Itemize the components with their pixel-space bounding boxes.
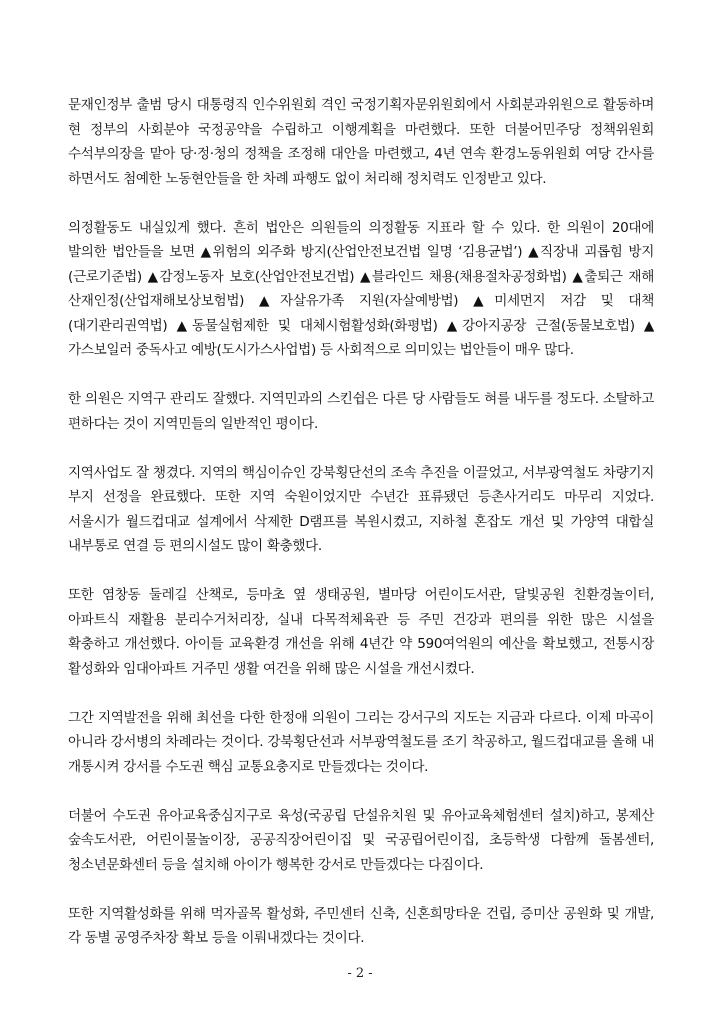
paragraph-2: 의정활동도 내실있게 했다. 흔히 법안은 의원들의 의정활동 지표라 할 수 있다. 한 의원이 20대에 발의한 법안들을 보면 ▲위험의 외주화 방지(산업안전보건법 일명 ‘김용균법’) ▲직장내 괴롭힘 방지(근로기준법) ▲감정노동자 보호(산업안전보건법) ▲블라인드 채용(채용절차공정화법) ▲출퇴근 재해 산재인정(산업재해보상보험법) ▲자살유가족 지원(자살예방법) ▲미세먼지 저감 및 대책(대기관리권역법) ▲동물실험제한 및 대체시험활성화(화평법) ▲강아지공장 근절(동물보호법) ▲가스보일러 중독사고 예방(도시가스사업법) 등 사회적으로 의미있는 법안들이 매우 많다. — [68, 219, 654, 358]
page-number: - 2 - — [347, 966, 373, 981]
paragraph-6: 그간 지역발전을 위해 최선을 다한 한정애 의원이 그리는 강서구의 지도는 지금과 다르다. 이제 마곡이 아니라 강서병의 차례라는 것이다. 강북횡단선과 서부광역철도를 조기 착공하고, 월드컵대교를 올해 내 개통시켜 강서를 수도권 핵심 교통요충지로 만들겠다는 것이다. — [68, 709, 654, 775]
paragraph-1: 문재인정부 출범 당시 대통령직 인수위원회 격인 국정기획자문위원회에서 사회분과위원으로 활동하며 현 정부의 사회분야 국정공약을 수립하고 이행계획을 마련했다. 또한 더불어민주당 정책위원회 수석부의장을 맡아 당·정·청의 정책을 조정해 대안을 마련했고, 4년 연속 환경노동위원회 여당 간사를 하면서도 첨예한 노동현안들을 한 차례 파행도 없이 처리해 정치력도 인정받고 있다. — [68, 97, 654, 187]
document-body — [68, 93, 654, 975]
paragraph-7: 더불어 수도권 유아교육중심지구로 육성(국공립 단설유치원 및 유아교육체험센터 설치)하고, 봉제산 숲속도서관, 어린이물놀이장, 공공직장어린이집 및 국공립어린이집, 초등학생 다함께 돌봄센터, 청소년문화센터 등을 설치해 아이가 행복한 강서로 만들겠다는 다짐이다. — [68, 807, 654, 873]
paragraph-4: 지역사업도 잘 챙겼다. 지역의 핵심이슈인 강북횡단선의 조속 추진을 이끌었고, 서부광역철도 차량기지 부지 선정을 완료했다. 또한 지역 숙원이었지만 수년간 표류됐던 등촌사거리도 마무리 지었다. 서울시가 월드컵대교 설계에서 삭제한 D램프를 복원시켰고, 지하철 혼잡도 개선 및 가양역 대합실 내부통로 연결 등 편의시설도 많이 확충했다. — [68, 464, 654, 554]
paragraph-8: 또한 지역활성화를 위해 먹자골목 활성화, 주민센터 신축, 신혼희망타운 건립, 증미산 공원화 및 개발, 각 동별 공영주차장 확보 등을 이뤄내겠다는 것이다. — [68, 905, 654, 946]
paragraph-3: 한 의원은 지역구 관리도 잘했다. 지역민과의 스킨쉽은 다른 당 사람들도 혀를 내두를 정도다. 소탈하고 편하다는 것이 지역민들의 일반적인 평이다. — [68, 391, 654, 432]
paragraph-5: 또한 염창동 둘레길 산책로, 등마초 옆 생태공원, 별마당 어린이도서관, 달빛공원 친환경놀이터, 아파트식 재활용 분리수거처리장, 실내 다목적체육관 등 주민 건강과 편의를 위한 많은 시설을 확충하고 개선했다. 아이들 교육환경 개선을 위해 4년간 약 590여억원의 예산을 확보했고, 전통시장 활성화와 임대아파트 거주민 생활 여건을 위해 많은 시설을 개선시켰다. — [68, 587, 654, 677]
